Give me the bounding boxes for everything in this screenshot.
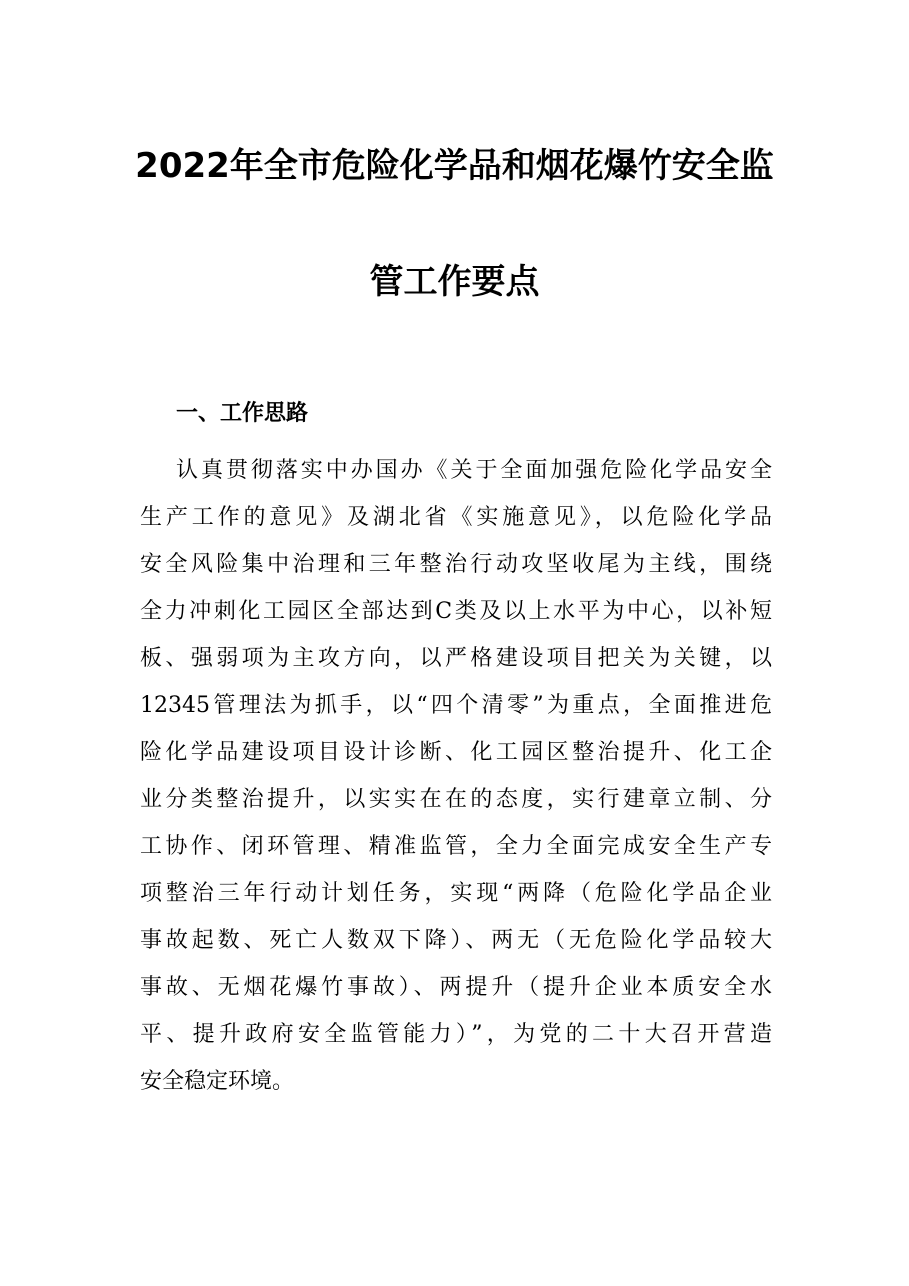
- paragraph-line: 业分类整治提升，以实实在在的态度，实行建章立制、分: [140, 787, 772, 812]
- paragraph-line: 12345管理法为抓手，以“四个清零”为重点，全面推进危: [140, 693, 772, 718]
- paragraph-line: 项整治三年行动计划任务，实现“两降（危险化学品企业: [140, 881, 772, 906]
- document-title-line-1: 2022年全市危险化学品和烟花爆竹安全监: [135, 146, 774, 186]
- paragraph-line: 平、提升政府安全监管能力）”，为党的二十大召开营造: [140, 1022, 772, 1047]
- paragraph-line: 板、强弱项为主攻方向，以严格建设项目把关为关键，以: [140, 646, 772, 671]
- paragraph-line: 生产工作的意见》及湖北省《实施意见》，以危险化学品: [140, 505, 772, 530]
- section-heading: 一、工作思路: [176, 401, 309, 426]
- paragraph-line: 认真贯彻落实中办国办《关于全面加强危险化学品安全: [176, 458, 772, 483]
- paragraph-line: 全力冲刺化工园区全部达到C类及以上水平为中心，以补短: [140, 599, 772, 624]
- paragraph-line: 工协作、闭环管理、精准监管，全力全面完成安全生产专: [140, 834, 772, 859]
- paragraph-line: 安全稳定环境。: [140, 1069, 295, 1094]
- paragraph-line: 安全风险集中治理和三年整治行动攻坚收尾为主线，围绕: [140, 552, 772, 577]
- paragraph-line: 事故起数、死亡人数双下降）、两无（无危险化学品较大: [140, 928, 772, 953]
- paragraph-line: 险化学品建设项目设计诊断、化工园区整治提升、化工企: [140, 740, 772, 765]
- paragraph-line: 事故、无烟花爆竹事故）、两提升（提升企业本质安全水: [140, 975, 772, 1000]
- document-title-line-2: 管工作要点: [369, 262, 540, 302]
